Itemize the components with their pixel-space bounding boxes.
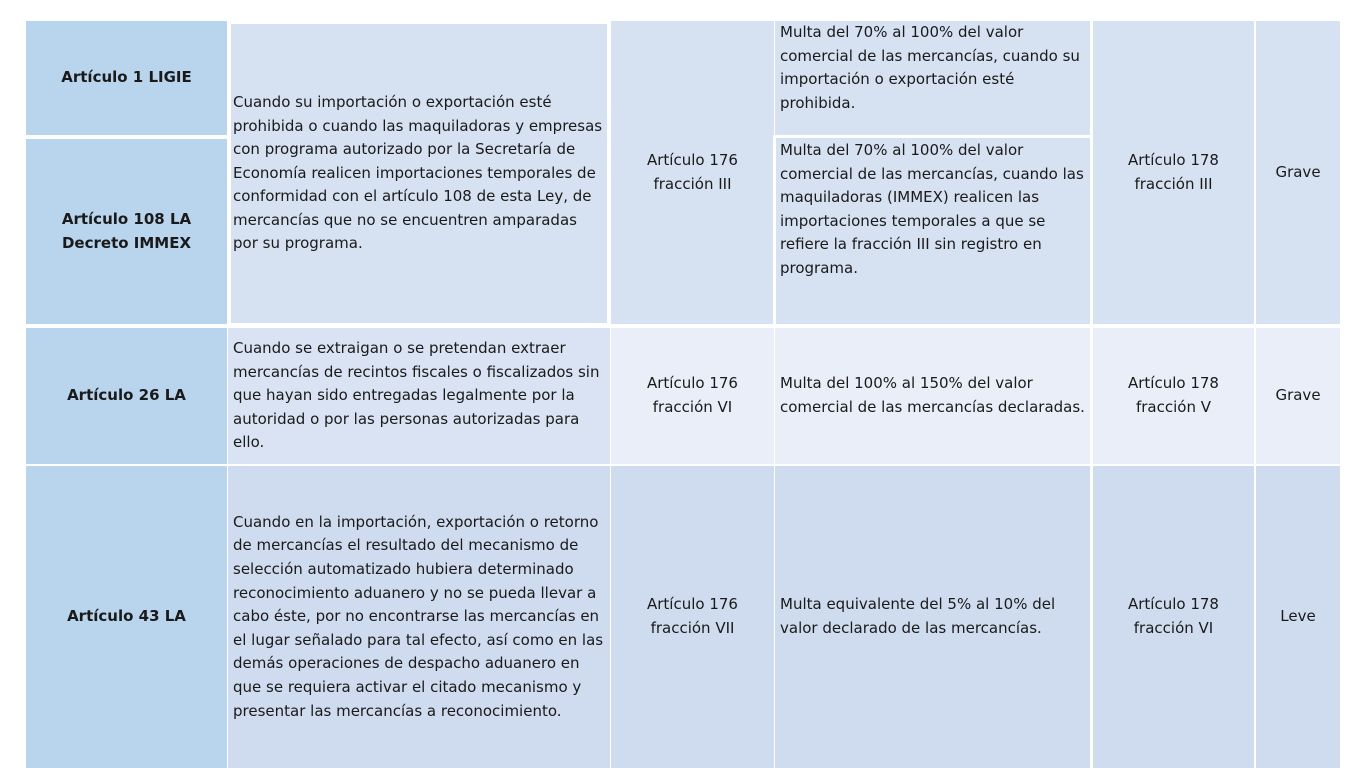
description-cell — [228, 21, 610, 326]
sanction-text: Multa equivalente del 5% al 10% del valor declarado de las mercancías. — [780, 595, 1056, 637]
law-label: Artículo 43 LA — [67, 607, 186, 626]
law-cell — [26, 328, 227, 464]
infraction-article-cell — [611, 21, 774, 324]
severity-text: Grave — [1275, 386, 1321, 405]
severity-cell — [1256, 21, 1340, 324]
law-label: Artículo 1 LIGIE — [61, 68, 192, 87]
severity-cell — [1256, 466, 1340, 768]
sanction-text: Multa del 70% al 100% del valor comercial de las mercancías, cuando las maquiladoras (IMMEX) realicen las importaciones temporales a que se refiere la fracción III sin registro en programa. — [780, 141, 1084, 277]
sanction-article-text: Artículo 178 fracción III — [1128, 150, 1219, 193]
description-cell — [228, 328, 610, 464]
sanction-article-text: Artículo 178 fracción V — [1128, 374, 1219, 416]
description-text: Cuando su importación o exportación esté prohibida o cuando las maquiladoras y empresas con programa autorizado por la Secretaría de Economía realicen importaciones temporales de conformidad con el artículo 108 de esta Ley, de mercancías que no se encuentren amparadas por su programa. — [233, 92, 603, 253]
law-label: Artículo 108 LA Decreto IMMEX — [61, 209, 192, 252]
infraction-article-text: Artículo 176 fracción VII — [647, 595, 738, 637]
sanction-cell — [775, 328, 1090, 464]
sanction-article-cell — [1093, 21, 1254, 324]
severity-cell — [1256, 328, 1340, 464]
severity-text: Grave — [1275, 162, 1321, 181]
sanction-cell — [775, 466, 1090, 768]
sanction-cell — [775, 21, 1090, 135]
description-text: Cuando en la importación, exportación o retorno de mercancías el resultado del mecanismo de selección automatizado hubiera determinado reconocimiento aduanero y no se pueda llevar a cabo éste, por no encontrarse las mercancías en el lugar señalado para tal efecto, así como en las demás operaciones de despacho aduanero en que se requiera activar el citado mecanismo y presentar las mercancías a reconocimiento. — [233, 512, 604, 720]
infraction-article-text: Artículo 176 fracción VI — [647, 374, 738, 416]
sanction-text: Multa del 70% al 100% del valor comercial de las mercancías, cuando su importación o exportación esté prohibida. — [780, 23, 1080, 112]
severity-text: Leve — [1280, 607, 1316, 626]
law-cell — [26, 21, 227, 135]
sanction-article-cell — [1093, 328, 1254, 464]
description-text: Cuando se extraigan o se pretendan extraer mercancías de recintos fiscales o fiscalizados sin que hayan sido entregadas legalmente por la autoridad o por las personas autorizadas para ello. — [233, 339, 600, 452]
sanction-article-text: Artículo 178 fracción VI — [1128, 595, 1219, 637]
infraction-article-cell — [611, 466, 774, 768]
description-cell — [228, 466, 610, 768]
law-cell — [26, 139, 227, 324]
sanction-article-cell — [1093, 466, 1254, 768]
infraction-article-cell — [611, 328, 774, 464]
law-label: Artículo 26 LA — [67, 386, 186, 405]
law-cell — [26, 466, 227, 768]
sanction-text: Multa del 100% al 150% del valor comercial de las mercancías declaradas. — [780, 374, 1085, 416]
sanction-cell — [773, 135, 1093, 327]
infraction-article-text: Artículo 176 fracción III — [647, 150, 738, 193]
